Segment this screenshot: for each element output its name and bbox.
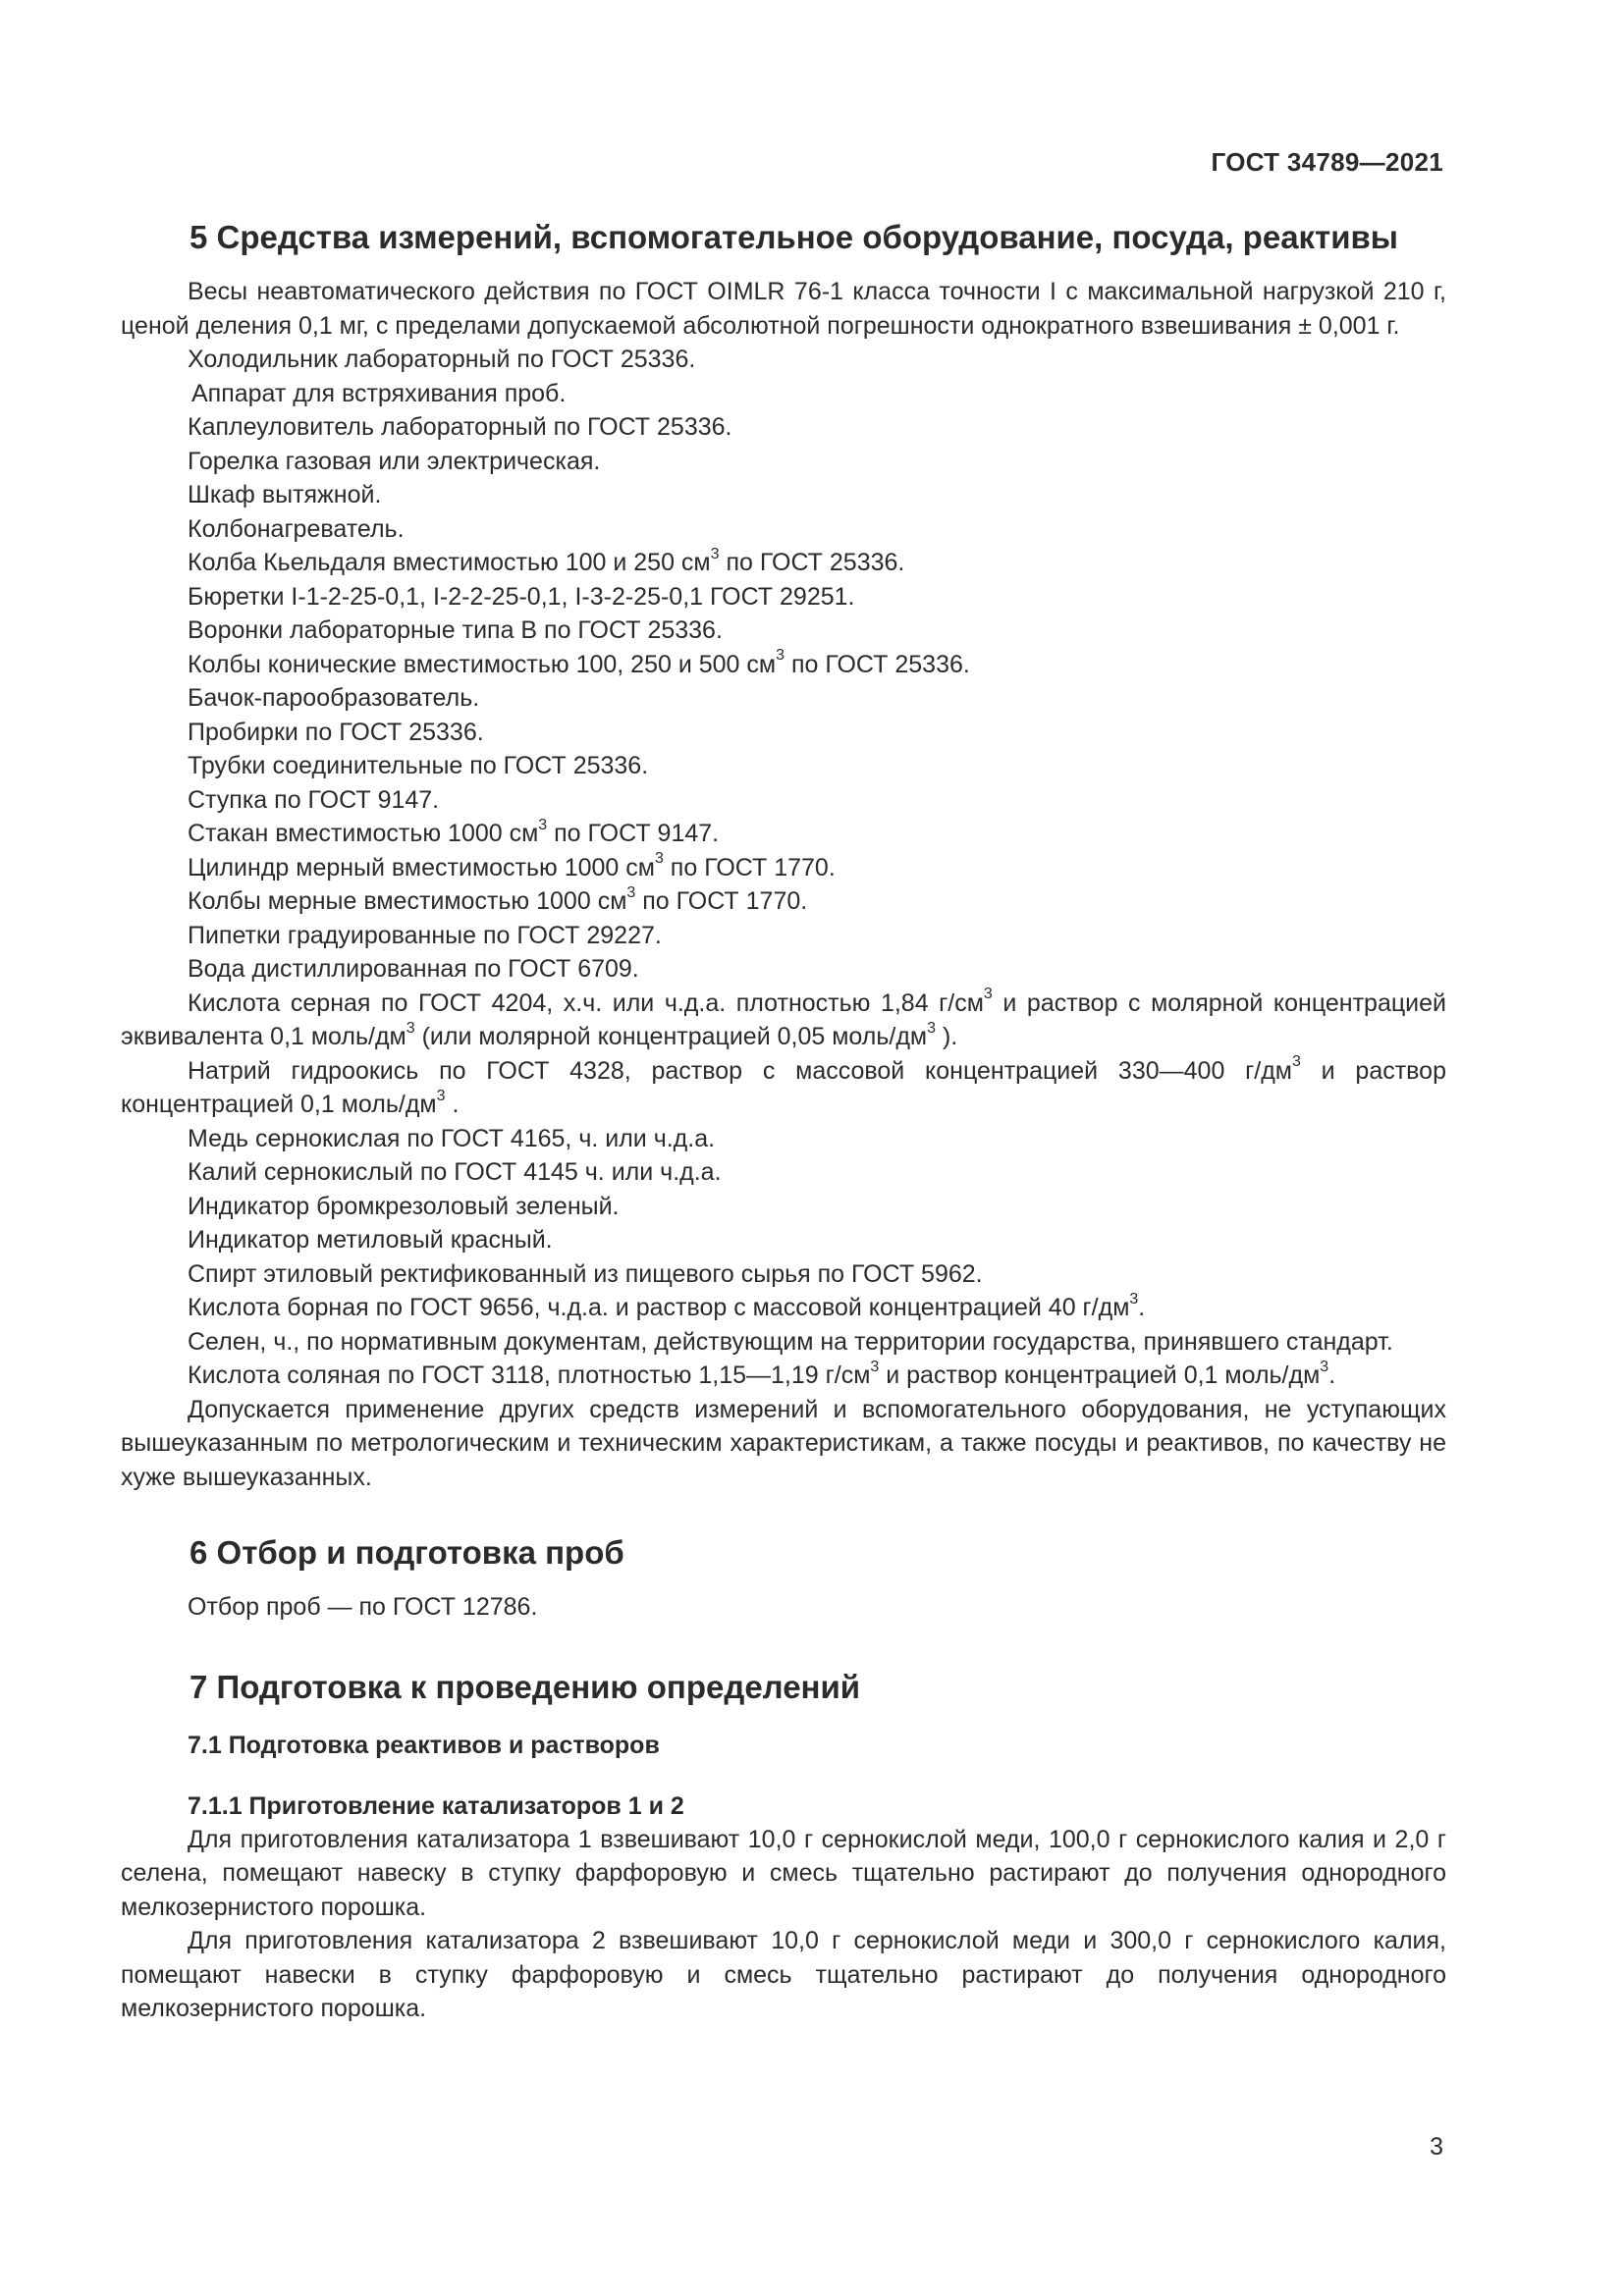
list-item: Каплеуловитель лабораторный по ГОСТ 25336. xyxy=(188,413,732,441)
list-item-funnels: Воронки лабораторные типа В по ГОСТ 25336. xyxy=(188,616,723,644)
list-item-volumetric-flasks: Колбы мерные вместимостью 1000 $см^3$ по ГОСТ 1770. xyxy=(188,883,808,915)
paragraph-catalyst-2: Для приготовления катализатора 2 взвешивают 10,0 г сернокислой меди и 300,0 г сернокислого калия, помещают навески в ступку фарфоровую и смесь тщательно растирают до получения однородного мелкозернистого порошка. xyxy=(121,1927,1446,2022)
list-item-boric-acid: Кислота борная по ГОСТ 9656, ч.д.а. и раствор с массовой концентрацией 40 $г/дм^3$. xyxy=(188,1290,1146,1321)
paragraph-sampling: Отбор проб — по ГОСТ 12786. xyxy=(188,1593,538,1621)
list-item-bromocresol: Индикатор бромкрезоловый зеленый. xyxy=(188,1192,620,1220)
list-item-distilled-water: Вода дистиллированная по ГОСТ 6709. xyxy=(188,955,639,983)
paragraph-sulfuric-acid: Кислота серная по ГОСТ 4204, х.ч. или ч.д.а. плотностью 1,84 $г/см^3$ и раствор с молярной концентрацией эквивалента 0,1 моль/$дм^3$ (или молярной концентрацией 0,05 моль/$дм^3$ ). xyxy=(121,986,1446,1050)
paragraph-catalyst-1: Для приготовления катализатора 1 взвешивают 10,0 г сернокислой меди, 100,0 г сернокислого калия и 2,0 г селена, помещают навеску в ступку фарфоровую и смесь тщательно растирают до получения однородного мелкозернистого порошка. xyxy=(121,1825,1446,1921)
list-item-burettes: Бюретки I-1-2-25-0,1, I-2-2-25-0,1, I-3-2-25-0,1 ГОСТ 29251. xyxy=(188,582,855,611)
list-item-pipettes: Пипетки градуированные по ГОСТ 29227. xyxy=(188,921,662,949)
list-item-mortar: Ступка по ГОСТ 9147. xyxy=(188,785,440,814)
list-item-beaker: Стакан вместимостью 1000 $см^3$ по ГОСТ 9147. xyxy=(188,816,720,847)
list-item: Шкаф вытяжной. xyxy=(188,481,382,508)
list-item-copper-sulfate: Медь сернокислая по ГОСТ 4165, ч. или ч.д.а. xyxy=(188,1124,716,1152)
list-item-connecting-tubes: Трубки соединительные по ГОСТ 25336. xyxy=(188,752,649,779)
paragraph-allowance: Допускается применение других средств измерений и вспомогательного оборудования, не уступающих вышеуказанным по метрологическим и техническим характеристикам, а также посуды и реактивов, по качеству не хуже вышеуказанных. xyxy=(121,1395,1446,1491)
list-item-steam-generator: Бачок-парообразователь. xyxy=(188,684,480,712)
paragraph-sodium-hydroxide: Натрий гидроокись по ГОСТ 4328, раствор с массовой концентрацией 330—400 $г/дм^3$ и раствор концентрацией 0,1 моль/$дм^3$ . xyxy=(121,1053,1446,1118)
list-item-ethanol: Спирт этиловый ректификованный из пищевого сырья по ГОСТ 5962. xyxy=(188,1259,983,1288)
list-item-cylinder: Цилиндр мерный вместимостью 1000 $см^3$ по ГОСТ 1770. xyxy=(188,850,836,881)
section-5-title: 5 Средства измерений, вспомогательное оборудование, посуда, реактивы xyxy=(189,219,1398,255)
subsection-7-1-1-title: 7.1.1 Приготовление катализаторов 1 и 2 xyxy=(188,1791,684,1820)
page-content xyxy=(121,218,1446,2026)
list-item-kjeldahl: Колба Кьельдаля вместимостью 100 и 250 $см^3$ по ГОСТ 25336. xyxy=(188,545,905,576)
list-item: Аппарат для встряхивания проб. xyxy=(191,379,567,407)
page-number: 3 xyxy=(1430,2133,1443,2161)
section-6-title: 6 Отбор и подготовка проб xyxy=(189,1534,624,1571)
list-item-test-tubes: Пробирки по ГОСТ 25336. xyxy=(188,718,484,746)
document-code: ГОСТ 34789—2021 xyxy=(1211,147,1443,177)
list-item-potassium-sulfate: Калий сернокислый по ГОСТ 4145 ч. или ч.д.а. xyxy=(188,1158,722,1186)
list-item-hydrochloric-acid: Кислота соляная по ГОСТ 3118, плотностью 1,15—1,19 $г/см^3$ и раствор концентрацией 0,1 моль/$дм^3$. xyxy=(188,1358,1336,1389)
list-item: Колбонагреватель. xyxy=(188,514,405,543)
paragraph-scales: Весы неавтоматического действия по ГОСТ OIMLR 76-1 класса точности I с максимальной нагрузкой 210 г, ценой деления 0,1 мг, с пределами допускаемой абсолютной погрешности однократного взвешивания ± 0,001 г. xyxy=(121,278,1446,340)
list-item: Горелка газовая или электрическая. xyxy=(188,447,601,475)
section-7-title: 7 Подготовка к проведению определений xyxy=(189,1668,861,1705)
subsection-7-1-title: 7.1 Подготовка реактивов и растворов xyxy=(188,1731,660,1759)
list-item-methyl-red: Индикатор метиловый красный. xyxy=(188,1226,553,1254)
list-item: Холодильник лабораторный по ГОСТ 25336. xyxy=(188,346,696,373)
paragraph-selenium: Селен, ч., по нормативным документам, действующим на территории государства, принявшего стандарт. xyxy=(188,1327,1393,1356)
list-item-conical-flasks: Колбы конические вместимостью 100, 250 и 500 $см^3$ по ГОСТ 25336. xyxy=(188,647,970,678)
